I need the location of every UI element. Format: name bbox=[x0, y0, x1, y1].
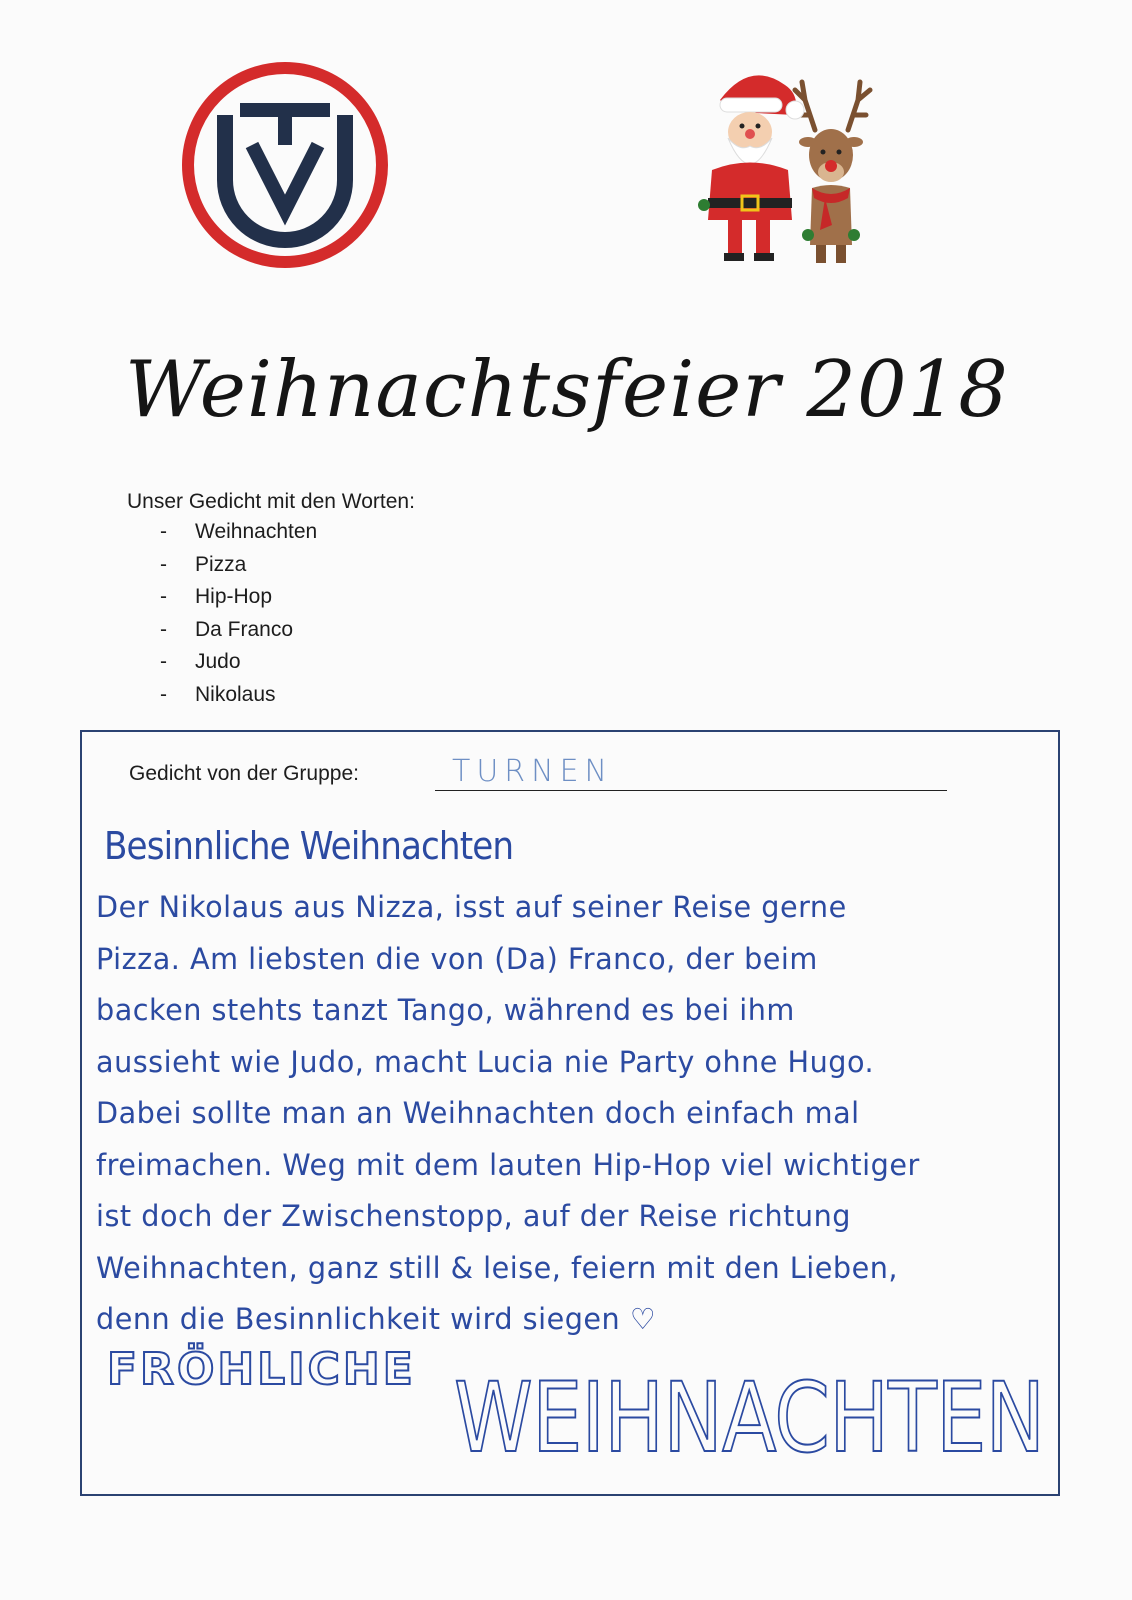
poem-line: Dabei sollte man an Weihnachten doch einfach mal bbox=[96, 1096, 860, 1130]
word-label: Judo bbox=[195, 650, 241, 673]
greeting-weihnachten: WEIHNACHTEN bbox=[454, 1362, 1045, 1474]
poem-title: Besinnliche Weihnachten bbox=[104, 824, 514, 868]
word-label: Da Franco bbox=[195, 617, 294, 641]
poem-line: denn die Besinnlichkeit wird siegen ♡ bbox=[96, 1302, 657, 1336]
poem-line: Pizza. Am liebsten die von (Da) Franco, der beim bbox=[96, 941, 818, 976]
word-label: Hip-Hop bbox=[195, 585, 273, 608]
word-label: Nikolaus bbox=[195, 682, 276, 706]
page-title: Weihnachtsfeier 2018 bbox=[125, 345, 1009, 435]
list-item: - Nikolaus bbox=[160, 683, 317, 716]
word-label: Pizza bbox=[195, 552, 247, 576]
list-item: - Hip-Hop bbox=[160, 585, 317, 618]
poem-body bbox=[96, 882, 1046, 1346]
intro-text: Unser Gedicht mit den Worten: bbox=[127, 490, 415, 513]
greeting-froehliche: FRÖHLICHE bbox=[107, 1344, 416, 1395]
club-logo bbox=[180, 60, 390, 270]
word-label: Weihnachten bbox=[195, 520, 318, 543]
santa-reindeer-illustration bbox=[690, 60, 880, 270]
poem-line: Weihnachten, ganz still & leise, feiern mit den Lieben, bbox=[96, 1250, 899, 1285]
group-label: Gedicht von der Gruppe: bbox=[129, 762, 359, 785]
group-underline bbox=[435, 790, 947, 791]
list-item: - Weihnachten bbox=[160, 520, 317, 553]
word-list bbox=[160, 520, 317, 715]
list-item: - Judo bbox=[160, 650, 317, 683]
poem-line: ist doch der Zwischenstopp, auf der Reise richtung bbox=[96, 1199, 851, 1233]
poem-box bbox=[80, 730, 1060, 1496]
group-name: TURNEN bbox=[452, 754, 613, 789]
poem-line: aussieht wie Judo, macht Lucia nie Party ohne Hugo. bbox=[96, 1044, 875, 1079]
list-item: - Da Franco bbox=[160, 618, 317, 651]
poem-line: Der Nikolaus aus Nizza, isst auf seiner Reise gerne bbox=[96, 890, 847, 924]
poem-line: freimachen. Weg mit dem lauten Hip-Hop viel wichtiger bbox=[96, 1147, 920, 1182]
poem-line: backen stehts tanzt Tango, während es bei ihm bbox=[96, 993, 795, 1027]
list-item: - Pizza bbox=[160, 553, 317, 586]
